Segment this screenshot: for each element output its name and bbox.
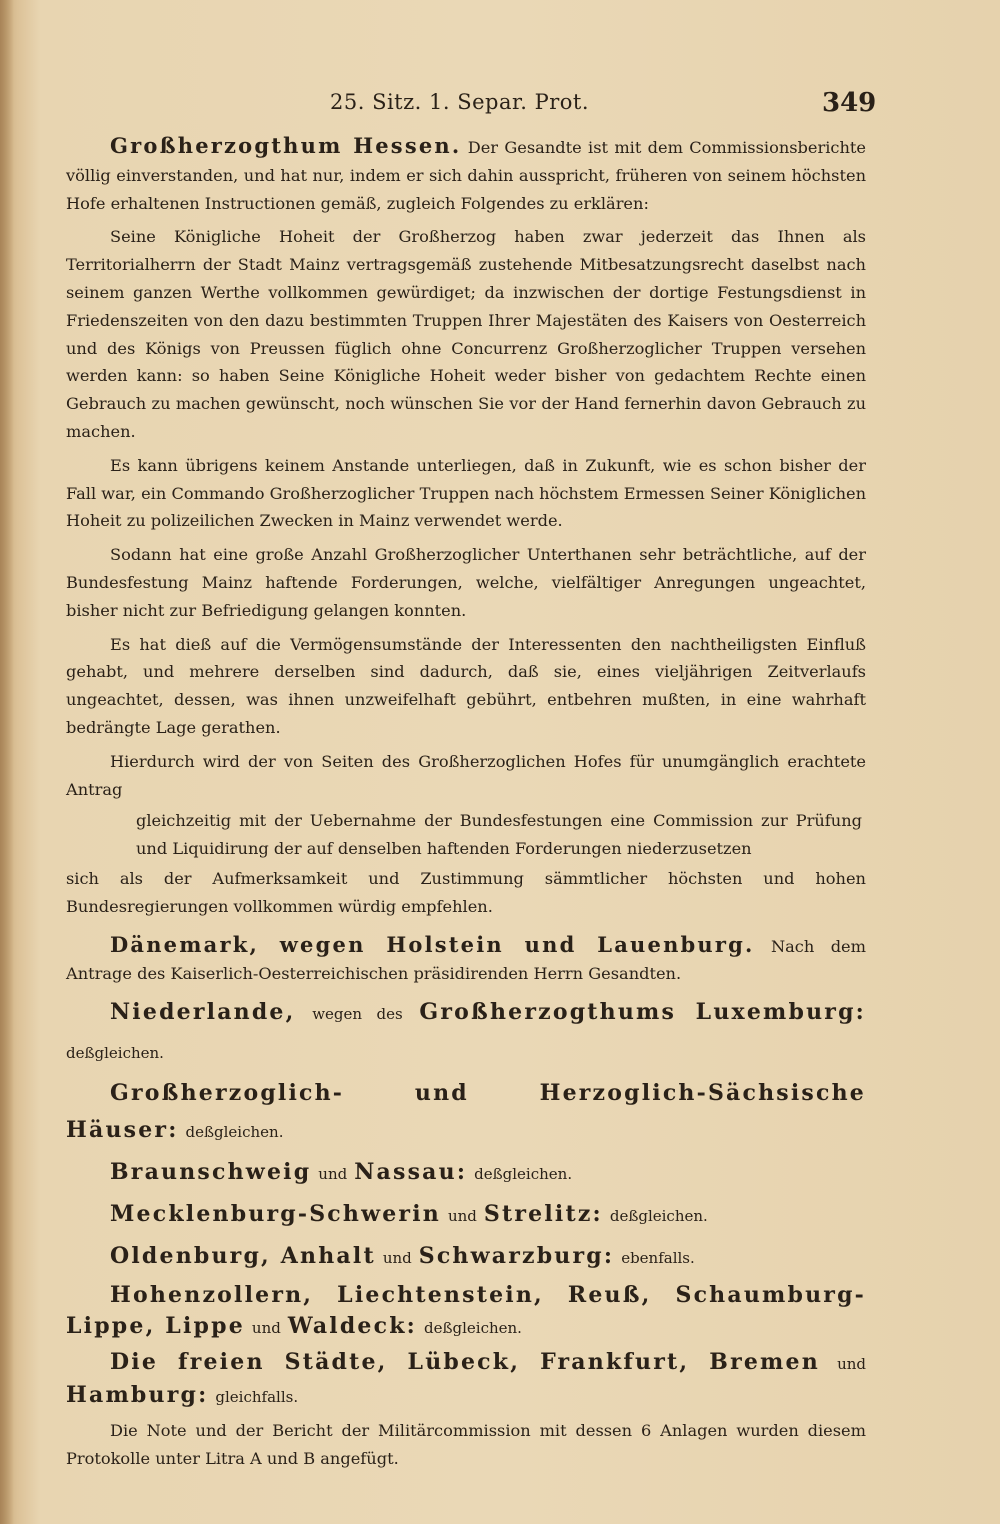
quoted-motion: gleichzeitig mit der Uebernahme der Bundesfestungen eine Commission zur Prüfung und Liquidirung der auf denselben haftenden Forderungen niederzusetzen: [136, 811, 862, 859]
page-header: [0, 88, 1000, 128]
state-heading: Großherzogthum Hessen.: [110, 133, 462, 158]
state-heading: Die freien Städte, Lübeck, Frankfurt, Bremen: [110, 1349, 820, 1376]
vote-text: deßgleichen.: [185, 1123, 284, 1142]
connector-text: und: [318, 1165, 348, 1184]
page-number: 349: [822, 88, 877, 118]
vote-braunschweig-nassau: [66, 1154, 866, 1193]
vote-text: deßgleichen.: [424, 1319, 522, 1338]
paragraph: Hierdurch wird der von Seiten des Großherzoglichen Hofes für unumgänglich erachtete Antrag: [66, 751, 866, 799]
paragraph: Es hat dieß auf die Vermögensumstände der Interessenten den nachtheiligsten Einfluß gehabt, und mehrere derselben sind dadurch, daß sie, eines vieljährigen Zeitverlaufs ungeachtet, dessen, was ihnen unzweifelhaft gebührt, entbehren mußten, in eine wahrhaft bedrängte Lage gerathen.: [66, 634, 866, 737]
vote-text: deßgleichen.: [474, 1165, 573, 1184]
state-heading: Schwarzburg:: [418, 1243, 615, 1270]
vote-niederlande: [66, 994, 866, 1072]
connector-text: und: [837, 1355, 866, 1374]
connector-text: und: [382, 1249, 412, 1268]
state-heading: Hohenzollern, Liechtenstein, Reuß, Schaumburg-Lippe, Lippe: [66, 1282, 866, 1340]
vote-text: ebenfalls.: [621, 1249, 695, 1268]
paragraph: sich als der Aufmerksamkeit und Zustimmung sämmtlicher höchsten und hohen Bundesregierungen vollkommen würdig empfehlen.: [66, 868, 866, 916]
state-heading: Dänemark, wegen Holstein und Lauenburg.: [110, 931, 755, 957]
paragraph-daenemark: [66, 931, 866, 989]
paragraph-hessen: [66, 132, 866, 217]
vote-text: deßgleichen.: [66, 1044, 164, 1063]
vote-text: gleichfalls.: [215, 1388, 299, 1407]
closing-paragraph: Die Note und der Bericht der Militärcommission mit dessen 6 Anlagen wurden diesem Protokolle unter Litra A und B angefügt.: [66, 1421, 866, 1468]
connector-text: und: [251, 1319, 281, 1338]
paragraph: Es kann übrigens keinem Anstande unterliegen, daß in Zukunft, wie es schon bisher der Fall war, ein Commando Großherzoglicher Truppen nach höchstem Ermessen Seiner Königlichen Hoheit zu polizeilichen Zwecken in Mainz verwendet werde.: [66, 455, 866, 531]
paragraph-text: Der Gesandte ist mit dem Commissionsberichte völlig einverstanden, und hat nur, indem er sich dahin ausspricht, früheren von seinem höchsten Hofe erhaltenen Instructionen gemäß, zugleich Folgendes zu erklären:: [66, 138, 866, 213]
vote-freie-staedte: [66, 1347, 866, 1413]
state-heading: Hamburg:: [66, 1382, 209, 1409]
state-heading: Strelitz:: [483, 1201, 603, 1228]
vote-saechsische-haeuser: [66, 1075, 866, 1151]
connector-text: wegen des: [312, 1005, 403, 1024]
state-heading: Nassau:: [354, 1159, 468, 1186]
state-heading: Niederlande,: [110, 999, 296, 1026]
state-heading: Mecklenburg-Schwerin: [110, 1201, 441, 1228]
state-heading: Braunschweig: [110, 1159, 312, 1186]
state-heading: Oldenburg, Anhalt: [110, 1243, 376, 1270]
paragraph-text: Nach dem Antrage des Kaiserlich-Oesterreichischen präsidirenden Herrn Gesandten.: [66, 936, 866, 984]
state-heading: Großherzoglich- und Herzoglich-Sächsische Häuser:: [66, 1080, 866, 1144]
paragraph: Seine Königliche Hoheit der Großherzog haben zwar jederzeit das Ihnen als Territorialherrn der Stadt Mainz vertragsgemäß zustehende Mitbesatzungsrecht daselbst nach seinem ganzen Werthe vollkommen gewürdiget; da inzwischen der dortige Festungsdienst in Friedenszeiten von den dazu bestimmten Truppen Ihrer Majestäten des Kaisers von Oesterreich und des Königs von Preussen füglich ohne Concurrenz Großherzoglicher Truppen versehen werden kann: so haben Seine Königliche Hoheit weder bisher von gedachtem Rechte einen Gebrauch zu machen gewünscht, noch wünschen Sie vor der Hand fernerhin davon Gebrauch zu machen.: [66, 227, 866, 441]
state-heading: Großherzogthums Luxemburg:: [419, 999, 866, 1026]
state-heading: Waldeck:: [287, 1313, 417, 1340]
spine-shadow: [0, 0, 14, 1524]
body-text: [66, 132, 866, 1479]
vote-hohenzollern: [66, 1280, 866, 1344]
paragraph: Sodann hat eine große Anzahl Großherzoglicher Unterthanen sehr beträchtliche, auf der Bundesfestung Mainz haftende Forderungen, welche, vielfältiger Anregungen ungeachtet, bisher nicht zur Befriedigung gelangen konnten.: [66, 545, 866, 620]
vote-text: deßgleichen.: [609, 1207, 708, 1226]
vote-mecklenburg: [66, 1196, 866, 1235]
connector-text: und: [447, 1207, 477, 1226]
running-title: 25. Sitz. 1. Separ. Prot.: [330, 90, 590, 114]
vote-oldenburg: [66, 1238, 866, 1277]
